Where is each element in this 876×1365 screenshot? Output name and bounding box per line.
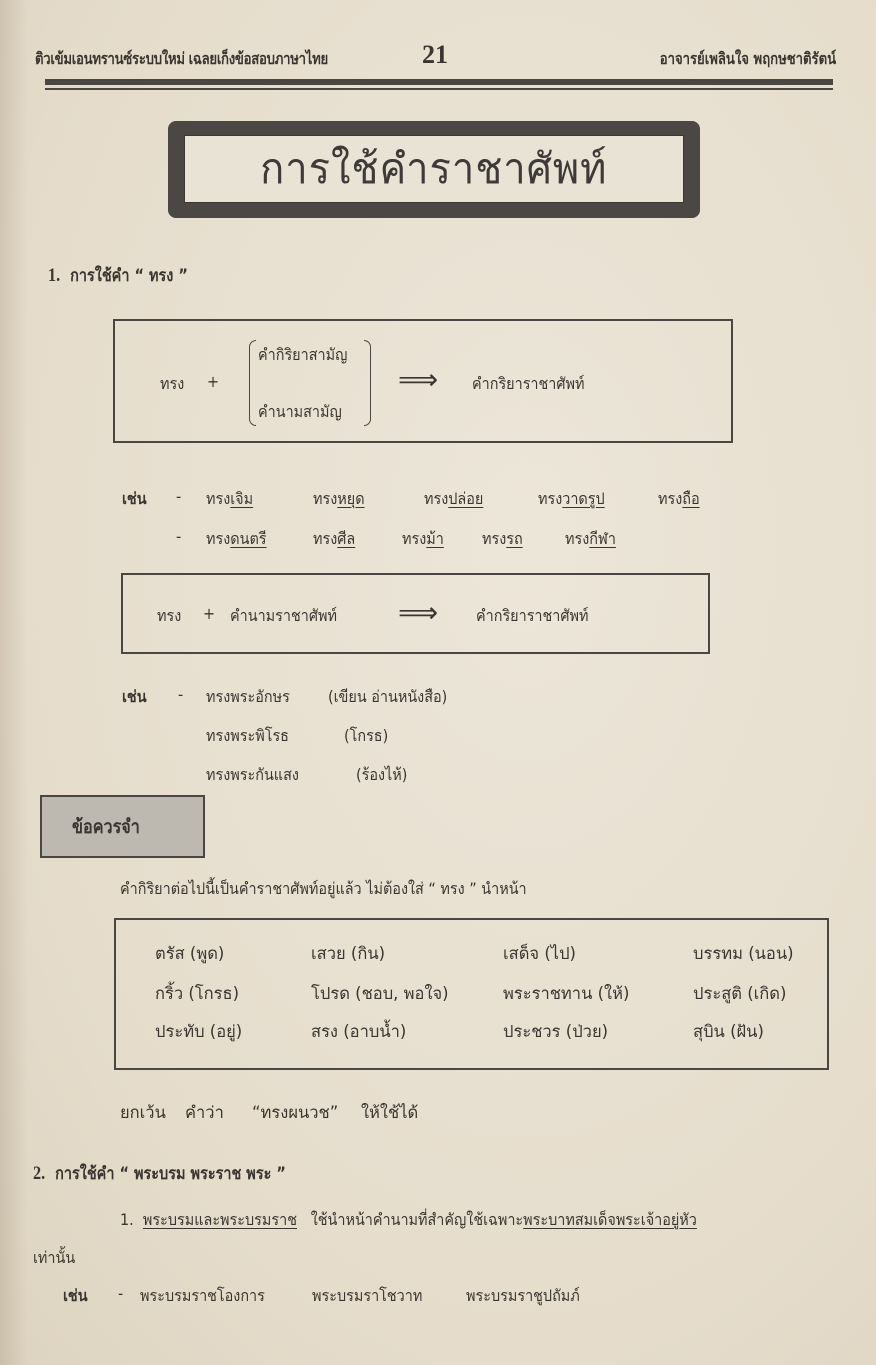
formula-2-plus: + <box>203 604 216 623</box>
running-header-author: อาจารย์เพลินใจ พฤกษชาติรัตน์ <box>659 49 836 68</box>
example-word: ทรงศีล <box>313 529 356 548</box>
example-word: ทรงรถ <box>482 529 523 548</box>
remember-label: ข้อควรจำ <box>72 815 140 838</box>
formula-2-operand: คำนามราชาศัพท์ <box>230 606 337 625</box>
royal-verb-cell: พระราชทาน (ให้) <box>503 984 630 1003</box>
example-word: ทรงถือ <box>658 489 700 508</box>
example-royal-word: ทรงพระอักษร <box>206 687 290 706</box>
formula-2-result: คำกริยาราชาศัพท์ <box>476 606 589 625</box>
example-word: ทรงหยุด <box>313 489 365 508</box>
royal-verb-cell: ประสูติ (เกิด) <box>693 984 787 1003</box>
example-royal-word: พระบรมราโชวาท <box>312 1286 423 1305</box>
royal-verb-cell: เสด็จ (ไป) <box>503 944 576 963</box>
formula-2-prefix: ทรง <box>157 606 182 625</box>
section-2-number: 2. <box>33 1163 46 1184</box>
double-arrow-icon: ⟹ <box>398 596 439 629</box>
remember-note: คำกิริยาต่อไปนี้เป็นคำราชาศัพท์อยู่แล้ว ไม่ต้องใส่ “ ทรง ” นำหน้า <box>120 879 527 898</box>
examples-1-label: เช่น <box>122 489 147 508</box>
item-term: พระบรมและพระบรมราช <box>142 1210 297 1229</box>
section-1-heading <box>48 262 188 289</box>
exception-text-2: ให้ใช้ได้ <box>361 1103 419 1122</box>
section-1-heading-text: การใช้คำ “ ทรง ” <box>70 266 188 286</box>
example-royal-word: พระบรมราชูปถัมภ์ <box>466 1286 580 1305</box>
example-word: ทรงดนตรี <box>206 529 267 548</box>
page-title: การใช้คำราชาศัพท์ <box>260 144 608 193</box>
royal-verb-cell: ประชวร (ป่วย) <box>503 1022 609 1041</box>
left-brace-icon <box>249 340 256 426</box>
item-number: 1. <box>120 1210 134 1229</box>
example-meaning: (ร้องไห้) <box>356 765 408 784</box>
royal-verb-cell: กริ้ว (โกรธ) <box>155 984 240 1003</box>
double-arrow-icon: ⟹ <box>398 363 439 396</box>
formula-1-result: คำกริยาราชาศัพท์ <box>472 374 585 393</box>
royal-verb-cell: สรง (อาบน้ำ) <box>311 1022 407 1041</box>
example-royal-word: ทรงพระกันแสง <box>206 765 299 784</box>
header-rule-thick <box>45 79 833 85</box>
formula-1-option-noun: คำนามสามัญ <box>258 402 342 421</box>
example-word: ทรงม้า <box>402 529 444 548</box>
section-2-examples-label: เช่น <box>63 1286 88 1305</box>
royal-verb-cell: สุบิน (ฝัน) <box>693 1022 764 1041</box>
exception-label: ยกเว้น <box>120 1103 166 1122</box>
royal-verb-cell: โปรด (ชอบ, พอใจ) <box>311 984 449 1003</box>
examples-2-label: เช่น <box>122 687 147 706</box>
remember-callout <box>40 795 205 858</box>
example-royal-word: ทรงพระพิโรธ <box>206 726 289 745</box>
examples-1-dash-1: - <box>176 487 182 506</box>
section-1-number: 1. <box>48 265 61 286</box>
royal-verb-cell: เสวย (กิน) <box>311 944 386 963</box>
running-header-book-title: ติวเข้มเอนทรานซ์ระบบใหม่ เฉลยเก็งข้อสอบภาษาไทย <box>35 49 328 68</box>
section-2-examples-dash: - <box>118 1284 124 1303</box>
formula-1-prefix: ทรง <box>160 374 185 393</box>
formula-1-option-verb: คำกิริยาสามัญ <box>258 345 348 364</box>
formula-1-plus: + <box>207 372 220 391</box>
royal-verb-cell: บรรทม (นอน) <box>693 944 794 963</box>
exception-word: “ทรงผนวช” <box>252 1103 339 1122</box>
example-word: ทรงปล่อย <box>424 489 484 508</box>
header-rule-thin <box>45 88 833 90</box>
exception-text: คำว่า <box>185 1103 224 1122</box>
title-panel <box>184 135 684 203</box>
example-royal-word: พระบรมราชโองการ <box>140 1286 265 1305</box>
right-brace-icon <box>364 340 371 426</box>
examples-2-dash: - <box>178 685 184 704</box>
royal-verb-cell: ประทับ (อยู่) <box>155 1022 243 1041</box>
example-word: ทรงวาดรูป <box>538 489 605 508</box>
example-meaning: (โกรธ) <box>344 726 389 745</box>
royal-verb-cell: ตรัส (พูด) <box>155 944 225 963</box>
example-word: ทรงเจิม <box>206 489 254 508</box>
section-2-heading-text: การใช้คำ “ พระบรม พระราช พระ ” <box>55 1164 286 1184</box>
example-meaning: (เขียน อ่านหนังสือ) <box>328 687 448 706</box>
section-2-heading <box>33 1160 286 1187</box>
page-number: 21 <box>422 40 448 69</box>
section-2-item-1 <box>120 1208 697 1233</box>
section-2-item-1-continuation: เท่านั้น <box>33 1248 76 1267</box>
item-term-king: พระบาทสมเด็จพระเจ้าอยู่หัว <box>523 1210 697 1229</box>
item-text: ใช้นำหน้าคำนามที่สำคัญใช้เฉพาะ <box>310 1210 524 1229</box>
examples-1-dash-2: - <box>176 527 182 546</box>
example-word: ทรงกีฬา <box>565 529 616 548</box>
